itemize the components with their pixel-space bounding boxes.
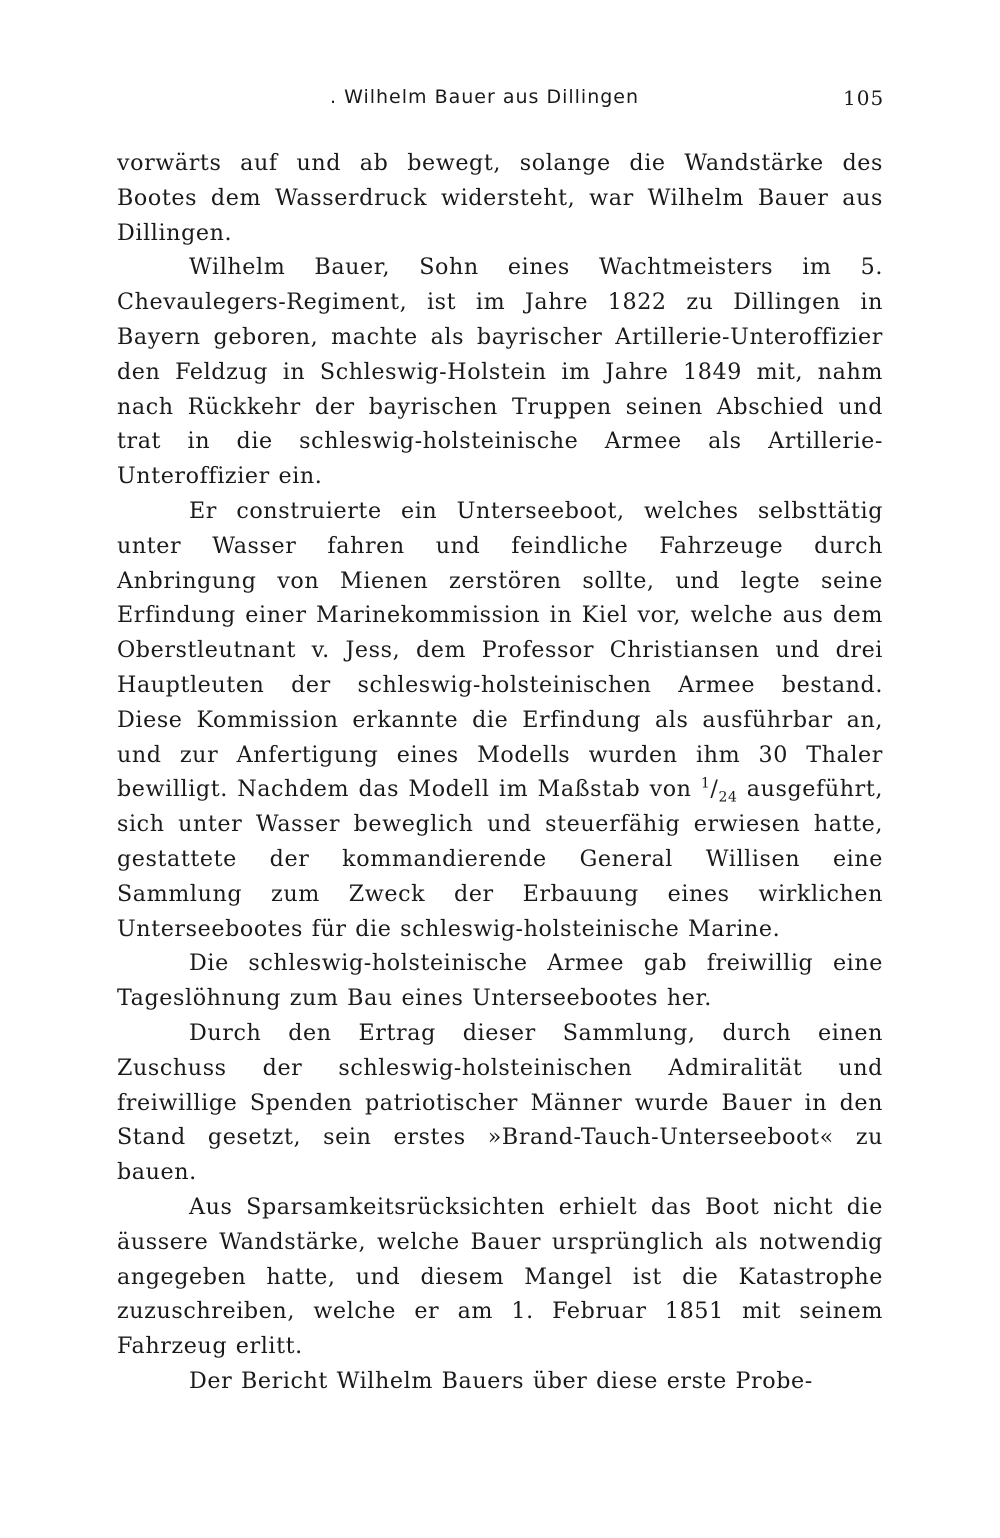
paragraph-1: vorwärts auf und ab bewegt, solange die Wandstärke des Bootes dem Wasserdruck widersteht, war Wilhelm Bauer aus Dillingen. [117, 150, 883, 246]
paragraph-3-text-before-fraction: Er construierte ein Unterseeboot, welches selbsttätig unter Wasser fahren und feindliche Fahrzeuge durch Anbringung von Mienen zerstören sollte, und legte seine Erfindung einer Marinekommission in Kiel vor, welche aus dem Oberstleutnant v. Jess, dem Professor Christiansen und drei Hauptleuten der schleswig-holsteinischen Armee bestand. Diese Kommission erkannte die Erfindung als ausführbar an, und zur Anfertigung eines Modells wurden ihm 30 Thaler bewilligt. Nachdem das Modell im Maßstab von [117, 497, 883, 803]
fraction-denominator: 24 [718, 789, 738, 806]
paragraph-3-text-after-fraction: ausgeführt, sich unter Wasser beweglich und steuerfähig erwiesen hatte, gestattete der kommandierende General Willisen eine Sammlung zum Zweck der Erbauung eines wirklichen Unterseebootes für die schleswig-holsteinische Marine. [117, 776, 884, 942]
paragraph-6: Aus Sparsamkeitsrücksichten erhielt das Boot nicht die äussere Wandstärke, welche Bauer ursprünglich als notwendig angegeben hatte, und diesem Mangel ist die Katastrophe zuzuschreiben, welche er am 1. Februar 1851 mit seinem Fahrzeug erlitt. [117, 1193, 883, 1360]
running-head-title: . Wilhelm Bauer aus Dillingen [330, 86, 640, 108]
paragraph-4: Die schleswig-holsteinische Armee gab freiwillig eine Tageslöhnung zum Bau eines Unterseebootes her. [117, 950, 883, 1012]
running-head [0, 86, 1000, 116]
paragraph-5: Durch den Ertrag dieser Sammlung, durch einen Zuschuss der schleswig-holsteinischen Admiralität und freiwillige Spenden patriotischer Männer wurde Bauer in den Stand gesetzt, sein erstes »Brand-Tauch-Unterseeboot« zu bauen. [117, 1019, 883, 1186]
paragraph-2: Wilhelm Bauer, Sohn eines Wachtmeisters im 5. Chevaulegers-Regiment, ist im Jahre 1822 zu Dillingen in Bayern geboren, machte als bayrischer Artillerie-Unteroffizier den Feldzug in Schleswig-Holstein im Jahre 1849 mit, nahm nach Rückkehr der bayrischen Truppen seinen Abschied und trat in die schleswig-holsteinische Armee als Artillerie-Unteroffizier ein. [117, 254, 883, 490]
page-number: 105 [843, 86, 885, 110]
scale-fraction: $^1/_{24}$ [700, 775, 738, 806]
paragraph-7: Der Bericht Wilhelm Bauers über diese erste Probe- [189, 1367, 813, 1394]
paragraph-3 [117, 494, 883, 946]
body-text [117, 146, 883, 1399]
fraction-numerator: 1 [700, 775, 711, 792]
